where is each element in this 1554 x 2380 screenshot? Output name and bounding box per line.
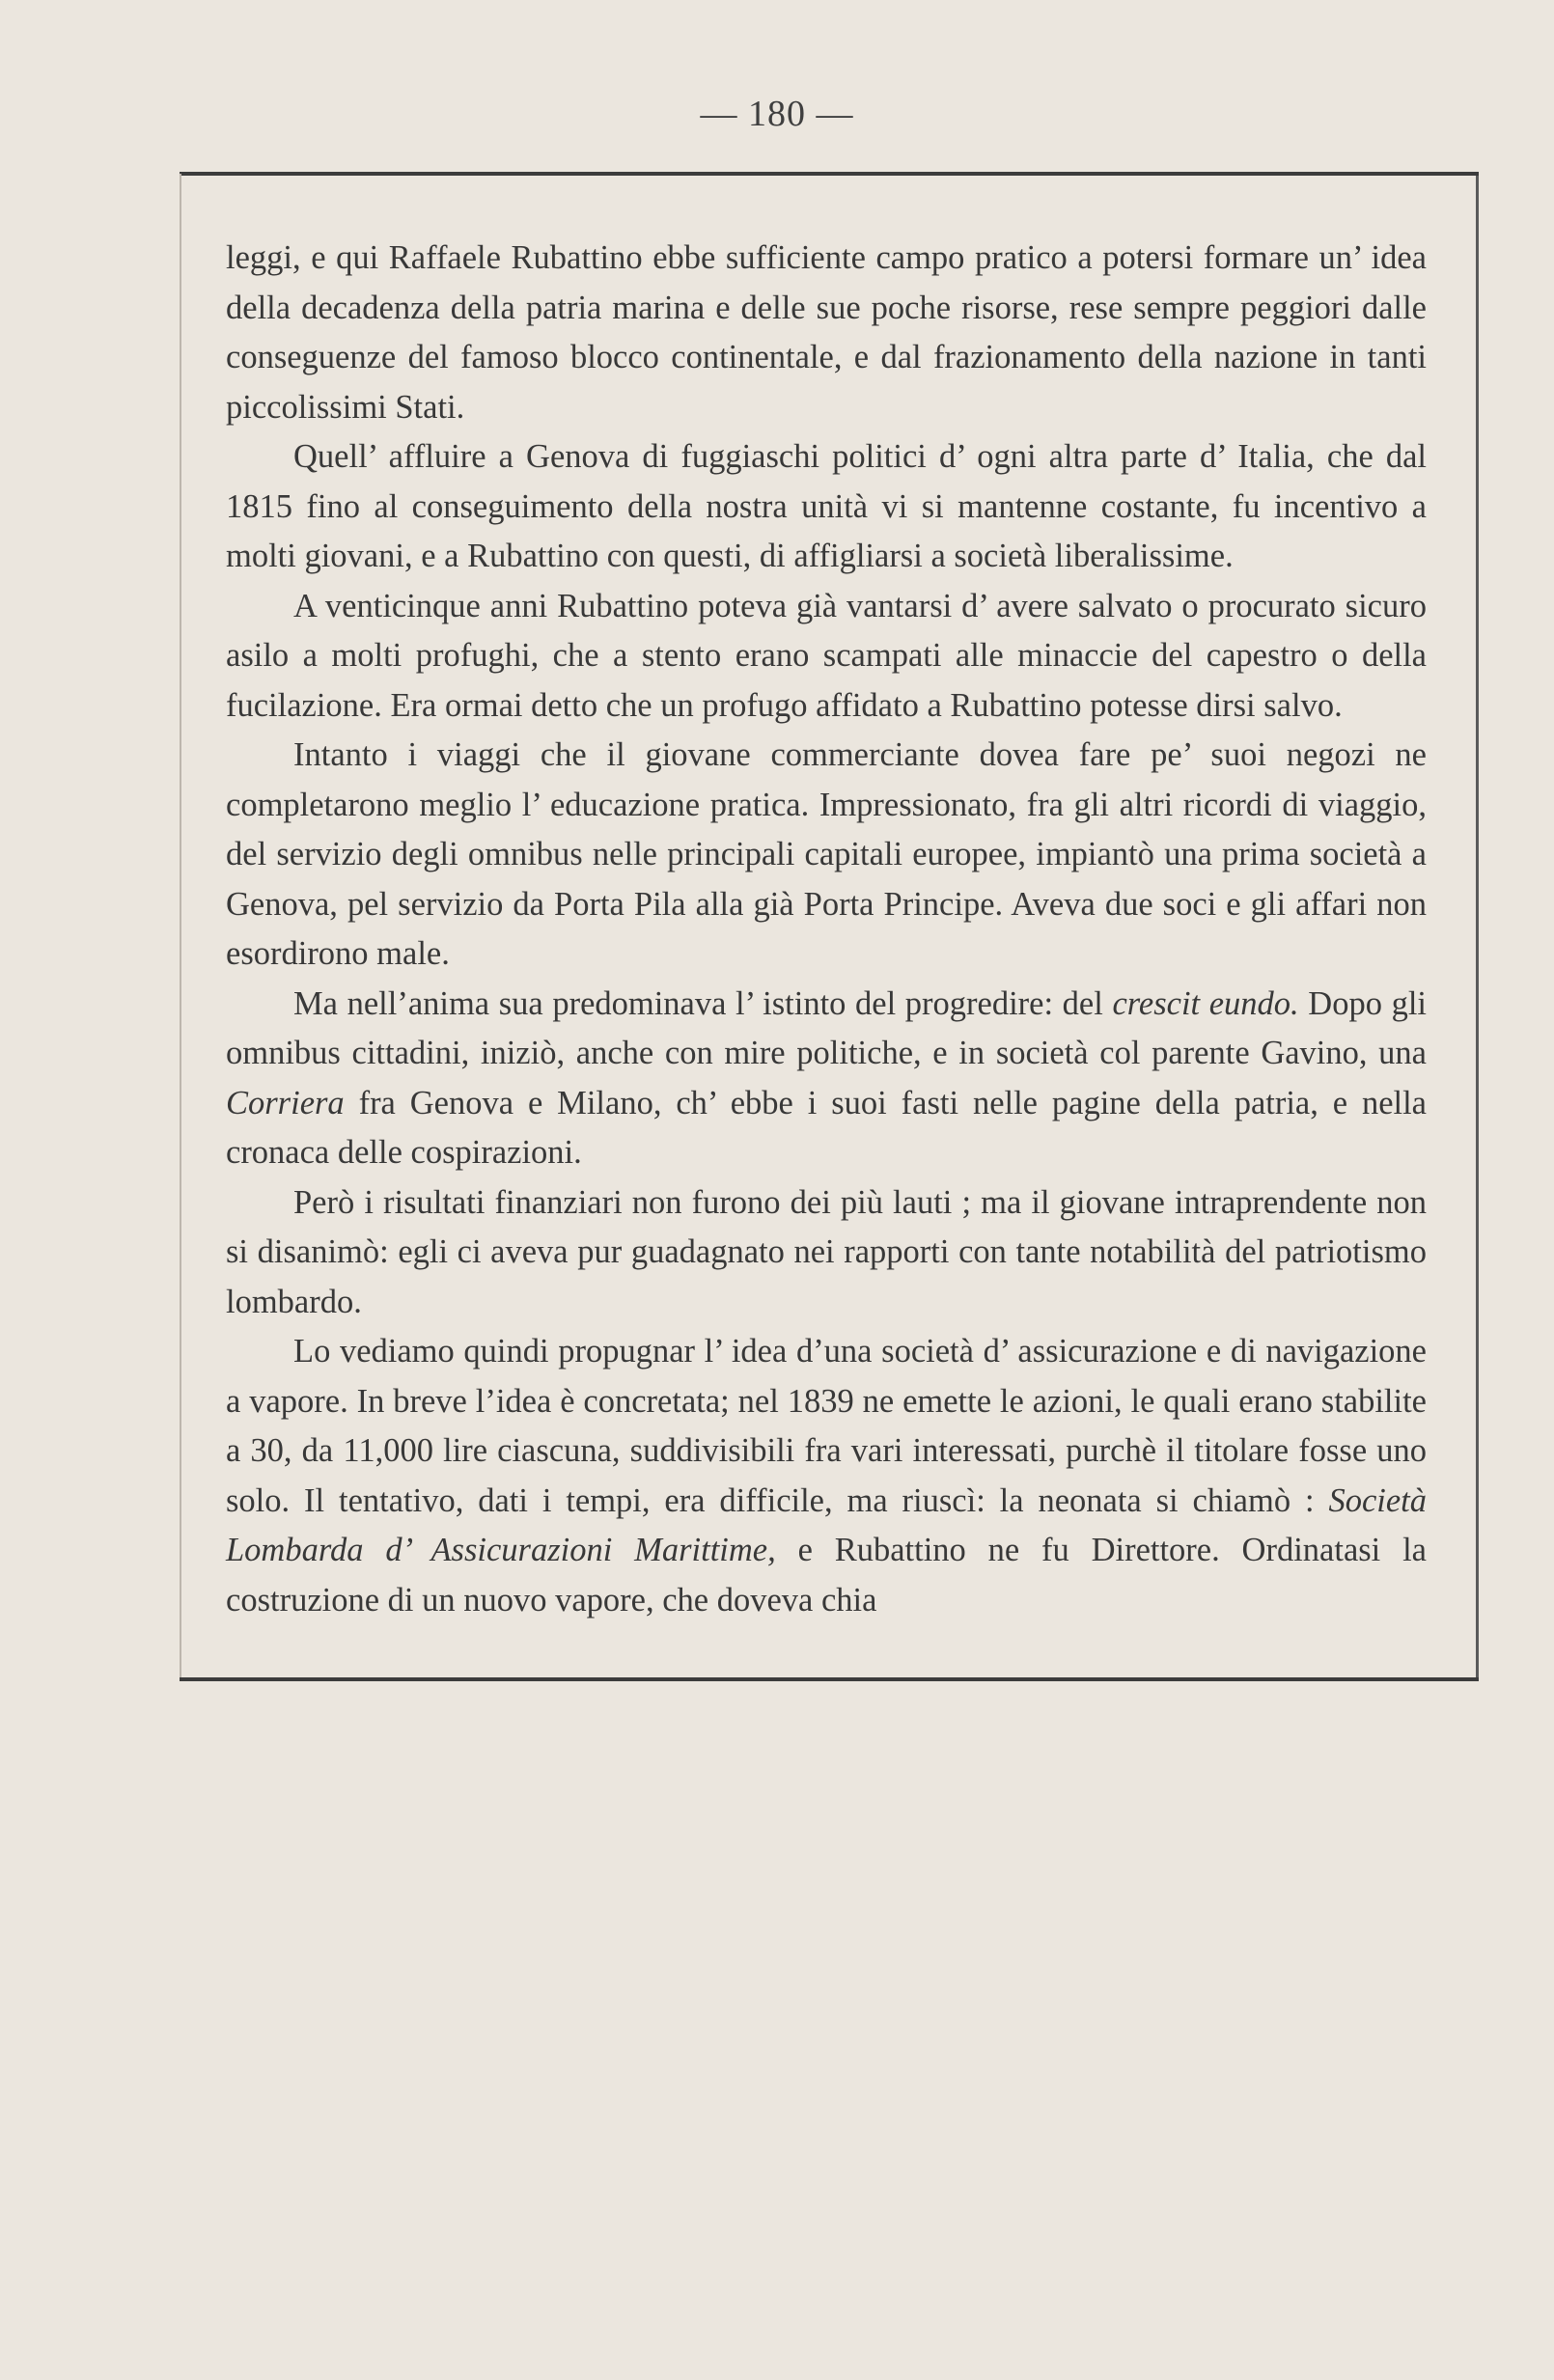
paragraph-text: e Rubattino ne fu Direttore. Ordinatasi la costruzione di un nuovo vapore, che doveva chia — [226, 1532, 1427, 1619]
paragraph-text: Quell’ affluire a Genova di fuggiaschi politici d’ ogni altra parte d’ Italia, che dal 1815 fino al conseguimento della nostra unità vi si mantenne costante, fu incentivo a molti giovani, e a Rubattino con questi, di affigliarsi a società liberalissime. — [226, 438, 1427, 574]
page-number: — 180 — — [700, 94, 854, 134]
frame-top-rule — [180, 172, 1479, 176]
frame-left-rule — [180, 174, 181, 1679]
frame-bottom-rule — [180, 1677, 1479, 1681]
paragraph-4 — [226, 731, 1427, 980]
paragraph-6 — [226, 1178, 1427, 1328]
paragraph-text: fra Genova e Milano, ch’ ebbe i suoi fasti nelle pagine della patria, e nella cronaca delle cospirazioni. — [226, 1084, 1427, 1171]
paragraph-7 — [226, 1327, 1427, 1625]
paragraph-text: leggi, e qui Raffaele Rubattino ebbe sufficiente campo pratico a potersi formare un’ idea della decadenza della patria marina e delle sue poche risorse, rese sempre peggiori dalle conseguenze del famoso blocco continentale, e dal frazionamento della nazione in tanti piccolissimi Stati. — [226, 239, 1427, 426]
paragraph-text: Ma nell’anima sua predominava l’ istinto del progredire: del — [293, 984, 1113, 1022]
paragraph-text: Lo vediamo quindi propugnar l’ idea d’una società d’ assicurazione e di navigazione a vapore. In breve l’idea è concretata; nel 1839 ne emette le azioni, le quali erano stabilite a 30, da 11,000 lire ciascuna, suddivisibili fra vari interessati, purchè il titolare fosse uno solo. Il tentativo, dati i tempi, era difficile, ma riuscì: la neonata si chiamò : — [226, 1333, 1427, 1519]
body-text — [226, 234, 1427, 1625]
italic-phrase: Corriera — [226, 1084, 345, 1121]
frame-right-rule — [1476, 176, 1479, 1681]
paragraph-1 — [226, 234, 1427, 432]
paragraph-text: Però i risultati finanziari non furono dei più lauti ; ma il giovane intraprendente non si disanimò: egli ci aveva pur guadagnato nei rapporti con tante notabilità del patriotismo lombardo. — [226, 1183, 1427, 1320]
paragraph-5 — [226, 980, 1427, 1178]
paragraph-text: Intanto i viaggi che il giovane commerciante dovea fare pe’ suoi negozi ne completarono meglio l’ educazione pratica. Impressionato, fra gli altri ricordi di viaggio, del servizio degli omnibus nelle principali capitali europee, impiantò una prima società a Genova, pel servizio da Porta Pila alla già Porta Principe. Aveva due soci e gli affari non esordirono male. — [226, 736, 1427, 972]
paragraph-text: A venticinque anni Rubattino poteva già vantarsi d’ avere salvato o procurato sicuro asilo a molti profughi, che a stento erano scampati alle minaccie del capestro o della fucilazione. Era ormai detto che un profugo affidato a Rubattino potesse dirsi salvo. — [226, 587, 1427, 724]
italic-phrase: crescit eundo. — [1112, 984, 1299, 1022]
italic-phrase: Società Lombarda d’ Assicurazioni Marittime, — [226, 1481, 1427, 1568]
paragraph-text: Dopo gli omnibus cittadini, iniziò, anche con mire politiche, e in società col parente Gavino, una — [226, 984, 1427, 1071]
paragraph-3 — [226, 582, 1427, 732]
paragraph-2 — [226, 432, 1427, 582]
